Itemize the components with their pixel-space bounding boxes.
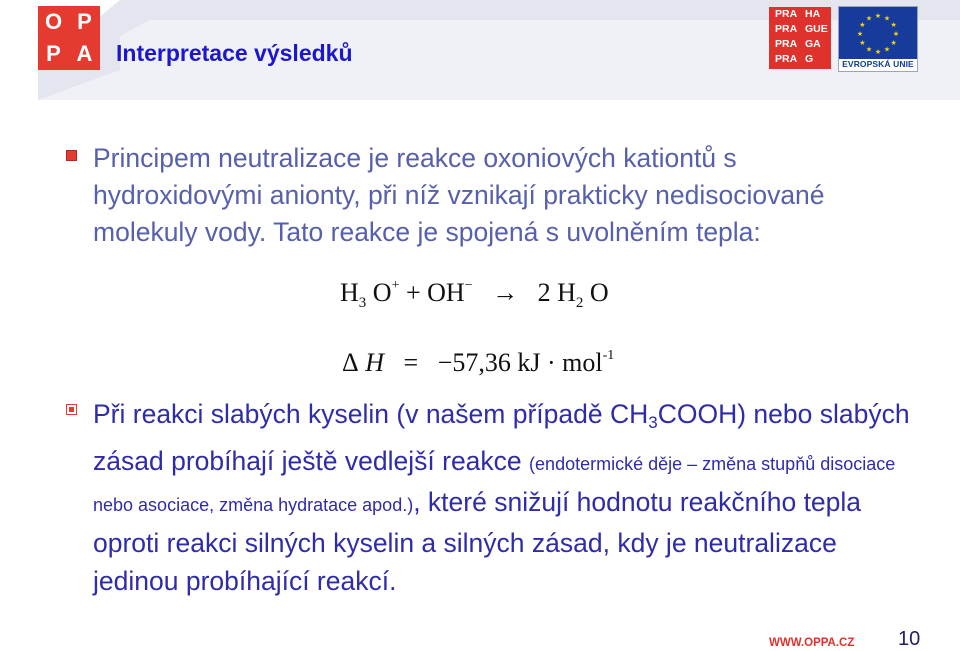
- svg-text:★: ★: [883, 45, 891, 54]
- plus-sign: +: [405, 278, 421, 307]
- slide-number: 10: [898, 628, 921, 650]
- oppa-logo: [38, 6, 100, 70]
- enthalpy-equation: [342, 348, 614, 378]
- text-segment: COOH) nebo slabých zásad probíhají ještě vedlejší reakce: [93, 399, 910, 476]
- reaction-arrow: →: [492, 278, 519, 307]
- bullet-text-weak-acids: [93, 395, 923, 600]
- svg-text:★: ★: [890, 39, 897, 47]
- svg-text:★: ★: [890, 21, 897, 29]
- product-coefficient: 2: [537, 278, 551, 307]
- text-small-note: (endotermické děje – změna stupňů disociace nebo asociace, změna hydratace apod.): [93, 454, 896, 515]
- text-segment: Při reakci slabých kyselin (v našem případě CH: [93, 399, 649, 429]
- eu-caption: EVROPSKÁ UNIE: [842, 59, 914, 69]
- prague-logo-text: G: [805, 53, 814, 65]
- equals-sign: =: [403, 348, 419, 377]
- svg-text:★: ★: [859, 21, 866, 29]
- prague-logo-text: PRA: [775, 23, 798, 35]
- prague-logo-text: PRA: [775, 53, 798, 65]
- enthalpy-unit: kJ · mol: [517, 348, 603, 377]
- prague-logo-text: GUE: [805, 23, 828, 35]
- reaction-equation: [340, 278, 609, 312]
- reactant-h: H: [340, 278, 359, 307]
- delta-symbol: Δ: [342, 348, 359, 377]
- page-title: Interpretace výsledků: [116, 40, 353, 66]
- svg-text:★: ★: [883, 14, 891, 23]
- svg-text:★: ★: [865, 45, 873, 54]
- prague-logo-text: HA: [805, 8, 821, 20]
- prague-logo-text: GA: [805, 38, 821, 50]
- footer-url-link[interactable]: WWW.OPPA.CZ: [769, 637, 855, 649]
- prague-logo-text: PRA: [775, 8, 798, 20]
- bullet-square-outline-icon: [66, 404, 77, 415]
- bullet-text-neutralization: Principem neutralizace je reakce oxoniových kationtů s hydroxidovými anionty, při níž vznikají prakticky nedisociované molekuly vody. Tato reakce je spojená s uvolněním tepla:: [93, 143, 825, 247]
- svg-text:★: ★: [856, 30, 864, 38]
- reactant-o: O: [372, 278, 392, 307]
- hydroxide-charge: −: [464, 278, 473, 293]
- enthalpy-symbol: H: [365, 348, 385, 377]
- enthalpy-value: −57,36: [437, 348, 511, 377]
- svg-text:★: ★: [859, 39, 866, 47]
- product-o: O: [589, 278, 609, 307]
- svg-text:★: ★: [874, 12, 882, 20]
- hydroxide: OH: [427, 278, 465, 307]
- product-h: H: [557, 278, 576, 307]
- prague-logo: [769, 7, 831, 69]
- bullet-square-icon: [66, 150, 77, 161]
- oppa-logo-letter: P: [38, 38, 69, 70]
- prague-logo-text: PRA: [775, 38, 798, 50]
- oppa-logo-letter: O: [38, 6, 69, 38]
- product-h-subscript: 2: [575, 295, 584, 311]
- svg-text:★: ★: [865, 14, 873, 23]
- oppa-logo-letter: A: [69, 38, 100, 70]
- reactant-charge: +: [391, 278, 400, 293]
- eu-flag-icon: [839, 7, 917, 59]
- eu-logo: [838, 6, 918, 72]
- oppa-logo-letter: P: [69, 6, 100, 38]
- text-segment: , které snižují hodnotu reakčního tepla oproti reakci silných kyselin a silných zásad, kdy je neutralizace jedinou probíhající reakcí.: [93, 487, 862, 596]
- unit-exponent: -1: [602, 348, 615, 363]
- svg-text:★: ★: [892, 30, 900, 38]
- subscript: 3: [648, 413, 658, 432]
- svg-text:★: ★: [874, 48, 882, 56]
- reactant-h-subscript: 3: [358, 295, 367, 311]
